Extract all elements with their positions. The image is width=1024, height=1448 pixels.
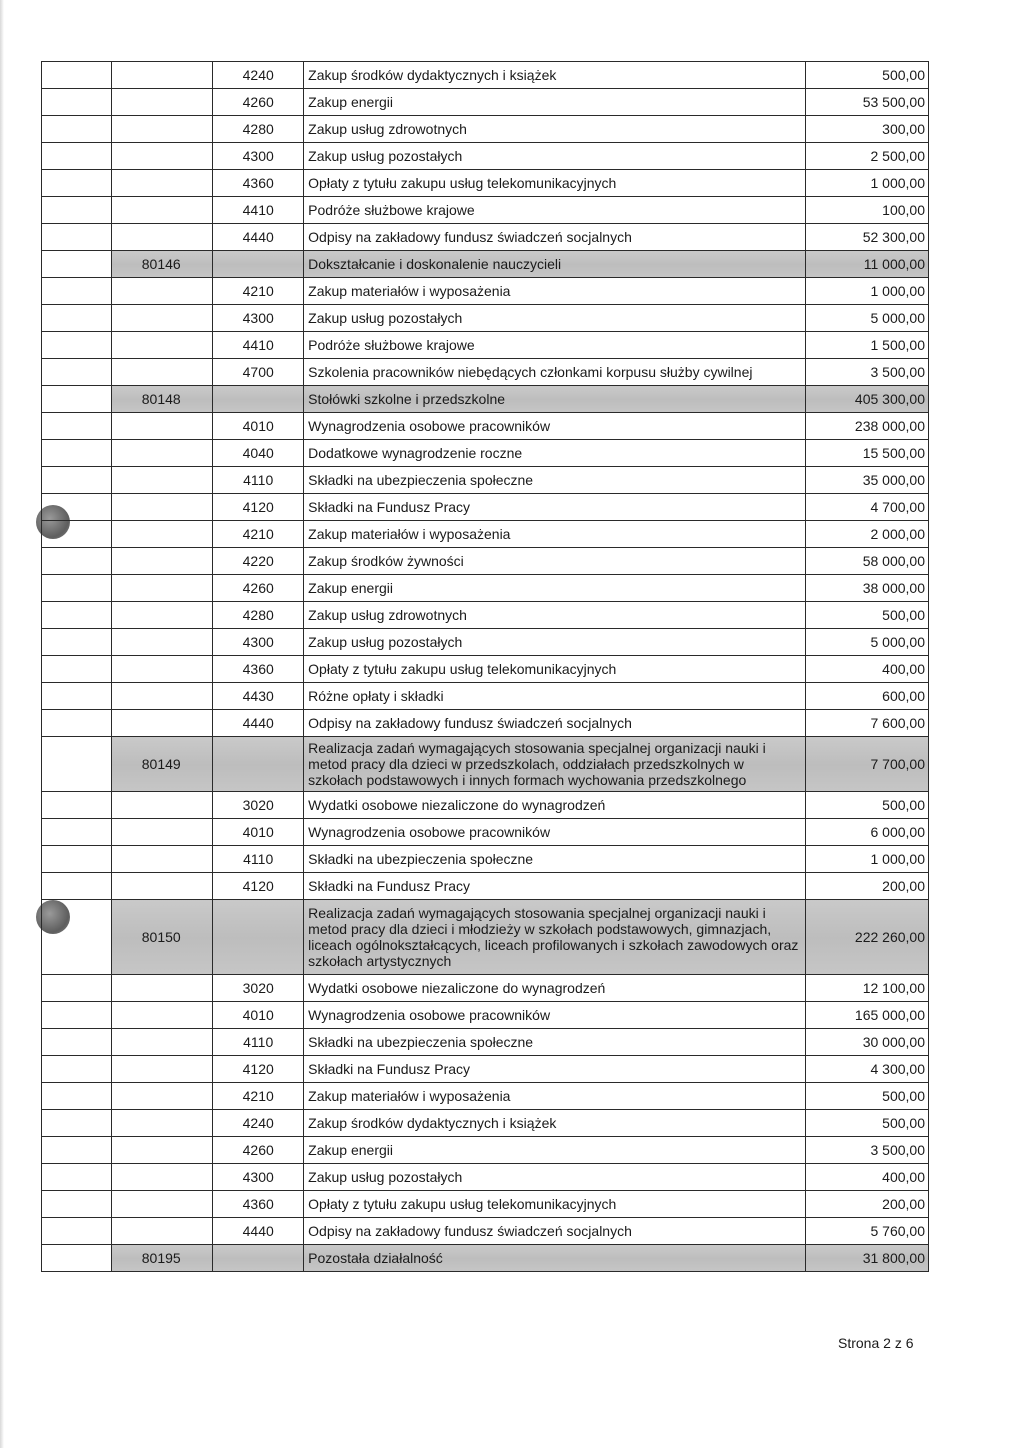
cell-kwota: 500,00	[806, 1083, 929, 1110]
cell-paragraf: 4260	[213, 1137, 304, 1164]
cell-rozdzial	[111, 819, 212, 846]
budget-table-body	[42, 62, 929, 1272]
table-row	[42, 359, 929, 386]
cell-kwota: 53 500,00	[806, 89, 929, 116]
table-row	[42, 975, 929, 1002]
cell-opis: Zakup materiałów i wyposażenia	[304, 521, 806, 548]
cell-paragraf: 4360	[213, 656, 304, 683]
subchapter-row	[42, 386, 929, 413]
cell-dzial	[42, 873, 112, 900]
cell-paragraf: 4300	[213, 305, 304, 332]
cell-rozdzial	[111, 1110, 212, 1137]
cell-dzial	[42, 116, 112, 143]
cell-kwota: 222 260,00	[806, 900, 929, 975]
cell-rozdzial	[111, 332, 212, 359]
cell-opis: Wynagrodzenia osobowe pracowników	[304, 413, 806, 440]
cell-kwota: 200,00	[806, 873, 929, 900]
cell-kwota: 5 000,00	[806, 305, 929, 332]
cell-paragraf: 4410	[213, 332, 304, 359]
cell-opis: Zakup energii	[304, 1137, 806, 1164]
cell-rozdzial	[111, 413, 212, 440]
cell-dzial	[42, 143, 112, 170]
cell-kwota: 400,00	[806, 1164, 929, 1191]
cell-rozdzial	[111, 1083, 212, 1110]
cell-dzial	[42, 413, 112, 440]
cell-kwota: 3 500,00	[806, 359, 929, 386]
table-row	[42, 440, 929, 467]
table-row	[42, 170, 929, 197]
cell-kwota: 15 500,00	[806, 440, 929, 467]
cell-kwota: 3 500,00	[806, 1137, 929, 1164]
cell-opis: Zakup usług pozostałych	[304, 629, 806, 656]
cell-paragraf: 4360	[213, 170, 304, 197]
cell-rozdzial	[111, 1218, 212, 1245]
budget-table	[41, 61, 929, 1272]
cell-dzial	[42, 197, 112, 224]
cell-opis: Składki na Fundusz Pracy	[304, 873, 806, 900]
subchapter-row	[42, 900, 929, 975]
cell-rozdzial	[111, 710, 212, 737]
cell-kwota: 31 800,00	[806, 1245, 929, 1272]
cell-kwota: 500,00	[806, 62, 929, 89]
table-row	[42, 846, 929, 873]
cell-opis: Różne opłaty i składki	[304, 683, 806, 710]
cell-opis: Dokształcanie i doskonalenie nauczycieli	[304, 251, 806, 278]
table-row	[42, 1029, 929, 1056]
cell-opis: Składki na Fundusz Pracy	[304, 1056, 806, 1083]
cell-rozdzial	[111, 89, 212, 116]
cell-paragraf: 4210	[213, 278, 304, 305]
cell-opis: Zakup materiałów i wyposażenia	[304, 1083, 806, 1110]
table-row	[42, 494, 929, 521]
cell-rozdzial	[111, 143, 212, 170]
cell-opis: Składki na ubezpieczenia społeczne	[304, 846, 806, 873]
cell-dzial	[42, 1137, 112, 1164]
cell-rozdzial	[111, 116, 212, 143]
table-row	[42, 1002, 929, 1029]
cell-paragraf: 4120	[213, 1056, 304, 1083]
cell-paragraf: 4440	[213, 710, 304, 737]
subchapter-row	[42, 251, 929, 278]
cell-rozdzial	[111, 1002, 212, 1029]
cell-rozdzial	[111, 494, 212, 521]
cell-dzial	[42, 792, 112, 819]
cell-dzial	[42, 819, 112, 846]
cell-paragraf	[213, 386, 304, 413]
cell-paragraf: 4240	[213, 1110, 304, 1137]
cell-rozdzial	[111, 278, 212, 305]
table-row	[42, 89, 929, 116]
cell-opis: Wydatki osobowe niezaliczone do wynagrodzeń	[304, 792, 806, 819]
table-row	[42, 710, 929, 737]
cell-dzial	[42, 494, 112, 521]
cell-kwota: 4 700,00	[806, 494, 929, 521]
cell-dzial	[42, 1245, 112, 1272]
cell-paragraf: 4040	[213, 440, 304, 467]
table-row	[42, 116, 929, 143]
cell-rozdzial	[111, 548, 212, 575]
table-row	[42, 521, 929, 548]
cell-paragraf: 4010	[213, 413, 304, 440]
cell-rozdzial: 80148	[111, 386, 212, 413]
cell-dzial	[42, 332, 112, 359]
table-row	[42, 278, 929, 305]
cell-kwota: 52 300,00	[806, 224, 929, 251]
cell-opis: Realizacja zadań wymagających stosowania specjalnej organizacji nauki i metod pracy dla dzieci w przedszkolach, oddziałach przedszkolnych w szkołach podstawowych i innych formach wychowania przedszkolnego	[304, 737, 806, 792]
cell-opis: Zakup usług pozostałych	[304, 305, 806, 332]
cell-opis: Składki na ubezpieczenia społeczne	[304, 467, 806, 494]
cell-paragraf: 4220	[213, 548, 304, 575]
cell-opis: Odpisy na zakładowy fundusz świadczeń socjalnych	[304, 710, 806, 737]
cell-dzial	[42, 62, 112, 89]
cell-dzial	[42, 89, 112, 116]
cell-kwota: 1 000,00	[806, 846, 929, 873]
cell-opis: Składki na ubezpieczenia społeczne	[304, 1029, 806, 1056]
table-row	[42, 1056, 929, 1083]
cell-dzial	[42, 846, 112, 873]
table-row	[42, 143, 929, 170]
cell-opis: Zakup środków dydaktycznych i książek	[304, 62, 806, 89]
table-row	[42, 1191, 929, 1218]
cell-dzial	[42, 440, 112, 467]
table-row	[42, 819, 929, 846]
table-row	[42, 629, 929, 656]
cell-kwota: 200,00	[806, 1191, 929, 1218]
cell-dzial	[42, 521, 112, 548]
cell-opis: Szkolenia pracowników niebędących członkami korpusu służby cywilnej	[304, 359, 806, 386]
cell-paragraf: 4010	[213, 1002, 304, 1029]
table-row	[42, 62, 929, 89]
table-row	[42, 1137, 929, 1164]
cell-opis: Wynagrodzenia osobowe pracowników	[304, 1002, 806, 1029]
cell-rozdzial	[111, 1029, 212, 1056]
cell-kwota: 35 000,00	[806, 467, 929, 494]
cell-rozdzial	[111, 170, 212, 197]
cell-opis: Zakup energii	[304, 575, 806, 602]
cell-paragraf: 4010	[213, 819, 304, 846]
cell-kwota: 4 300,00	[806, 1056, 929, 1083]
cell-kwota: 5 000,00	[806, 629, 929, 656]
cell-dzial	[42, 1110, 112, 1137]
table-row	[42, 467, 929, 494]
table-row	[42, 575, 929, 602]
cell-paragraf: 4360	[213, 1191, 304, 1218]
table-row	[42, 873, 929, 900]
cell-rozdzial	[111, 1191, 212, 1218]
table-row	[42, 792, 929, 819]
cell-opis: Opłaty z tytułu zakupu usług telekomunikacyjnych	[304, 1191, 806, 1218]
cell-dzial	[42, 1164, 112, 1191]
cell-kwota: 400,00	[806, 656, 929, 683]
cell-dzial	[42, 683, 112, 710]
cell-kwota: 500,00	[806, 792, 929, 819]
cell-opis: Opłaty z tytułu zakupu usług telekomunikacyjnych	[304, 656, 806, 683]
cell-dzial	[42, 251, 112, 278]
cell-kwota: 58 000,00	[806, 548, 929, 575]
cell-dzial	[42, 737, 112, 792]
cell-rozdzial	[111, 975, 212, 1002]
cell-paragraf: 4440	[213, 224, 304, 251]
table-row	[42, 224, 929, 251]
cell-rozdzial: 80195	[111, 1245, 212, 1272]
cell-paragraf: 3020	[213, 975, 304, 1002]
cell-kwota: 165 000,00	[806, 1002, 929, 1029]
cell-opis: Zakup energii	[304, 89, 806, 116]
subchapter-row	[42, 737, 929, 792]
cell-kwota: 12 100,00	[806, 975, 929, 1002]
cell-kwota: 500,00	[806, 602, 929, 629]
table-row	[42, 1110, 929, 1137]
table-row	[42, 413, 929, 440]
cell-rozdzial	[111, 683, 212, 710]
cell-rozdzial	[111, 467, 212, 494]
cell-dzial	[42, 359, 112, 386]
cell-dzial	[42, 386, 112, 413]
cell-paragraf: 4210	[213, 521, 304, 548]
cell-opis: Wydatki osobowe niezaliczone do wynagrodzeń	[304, 975, 806, 1002]
cell-dzial	[42, 224, 112, 251]
subchapter-row	[42, 1245, 929, 1272]
cell-kwota: 1 000,00	[806, 278, 929, 305]
cell-kwota: 6 000,00	[806, 819, 929, 846]
table-row	[42, 197, 929, 224]
cell-paragraf: 4240	[213, 62, 304, 89]
cell-paragraf: 4280	[213, 602, 304, 629]
cell-kwota: 11 000,00	[806, 251, 929, 278]
cell-kwota: 7 600,00	[806, 710, 929, 737]
cell-opis: Dodatkowe wynagrodzenie roczne	[304, 440, 806, 467]
cell-dzial	[42, 575, 112, 602]
cell-opis: Zakup środków dydaktycznych i książek	[304, 1110, 806, 1137]
cell-dzial	[42, 278, 112, 305]
cell-kwota: 7 700,00	[806, 737, 929, 792]
cell-kwota: 100,00	[806, 197, 929, 224]
cell-opis: Zakup usług pozostałych	[304, 143, 806, 170]
cell-dzial	[42, 548, 112, 575]
cell-dzial	[42, 1029, 112, 1056]
cell-rozdzial	[111, 305, 212, 332]
cell-rozdzial	[111, 873, 212, 900]
cell-dzial	[42, 710, 112, 737]
cell-paragraf: 4410	[213, 197, 304, 224]
table-row	[42, 1218, 929, 1245]
cell-rozdzial	[111, 575, 212, 602]
cell-opis: Opłaty z tytułu zakupu usług telekomunikacyjnych	[304, 170, 806, 197]
cell-dzial	[42, 975, 112, 1002]
cell-kwota: 500,00	[806, 1110, 929, 1137]
cell-paragraf	[213, 251, 304, 278]
cell-kwota: 300,00	[806, 116, 929, 143]
cell-rozdzial	[111, 1137, 212, 1164]
cell-rozdzial: 80150	[111, 900, 212, 975]
cell-paragraf	[213, 737, 304, 792]
cell-dzial	[42, 1083, 112, 1110]
cell-rozdzial	[111, 656, 212, 683]
cell-rozdzial	[111, 62, 212, 89]
cell-dzial	[42, 629, 112, 656]
cell-rozdzial	[111, 521, 212, 548]
table-row	[42, 332, 929, 359]
cell-dzial	[42, 1191, 112, 1218]
cell-kwota: 405 300,00	[806, 386, 929, 413]
cell-rozdzial	[111, 602, 212, 629]
cell-kwota: 2 500,00	[806, 143, 929, 170]
page-number: Strona 2 z 6	[838, 1335, 914, 1351]
cell-opis: Zakup materiałów i wyposażenia	[304, 278, 806, 305]
cell-paragraf: 4110	[213, 1029, 304, 1056]
cell-kwota: 30 000,00	[806, 1029, 929, 1056]
cell-paragraf: 4110	[213, 467, 304, 494]
cell-kwota: 600,00	[806, 683, 929, 710]
cell-opis: Zakup środków żywności	[304, 548, 806, 575]
cell-dzial	[42, 1056, 112, 1083]
cell-paragraf: 4260	[213, 575, 304, 602]
cell-opis: Stołówki szkolne i przedszkolne	[304, 386, 806, 413]
cell-dzial	[42, 170, 112, 197]
cell-opis: Odpisy na zakładowy fundusz świadczeń socjalnych	[304, 1218, 806, 1245]
cell-opis: Wynagrodzenia osobowe pracowników	[304, 819, 806, 846]
cell-paragraf: 4210	[213, 1083, 304, 1110]
cell-opis: Pozostała działalność	[304, 1245, 806, 1272]
table-row	[42, 656, 929, 683]
cell-dzial	[42, 305, 112, 332]
cell-rozdzial	[111, 846, 212, 873]
cell-paragraf: 4700	[213, 359, 304, 386]
cell-opis: Realizacja zadań wymagających stosowania specjalnej organizacji nauki i metod pracy dla dzieci i młodzieży w szkołach podstawowych, gimnazjach, liceach ogólnokształcących, liceach profilowanych i szkołach zawodowych oraz szkołach artystycznych	[304, 900, 806, 975]
cell-dzial	[42, 656, 112, 683]
cell-paragraf	[213, 900, 304, 975]
table-row	[42, 1164, 929, 1191]
cell-dzial	[42, 900, 112, 975]
cell-paragraf: 4110	[213, 846, 304, 873]
cell-rozdzial	[111, 1164, 212, 1191]
cell-kwota: 238 000,00	[806, 413, 929, 440]
cell-dzial	[42, 602, 112, 629]
cell-rozdzial	[111, 792, 212, 819]
table-row	[42, 1083, 929, 1110]
cell-paragraf: 4430	[213, 683, 304, 710]
cell-paragraf: 4300	[213, 1164, 304, 1191]
cell-opis: Składki na Fundusz Pracy	[304, 494, 806, 521]
cell-rozdzial	[111, 359, 212, 386]
cell-opis: Zakup usług zdrowotnych	[304, 116, 806, 143]
cell-paragraf: 4120	[213, 873, 304, 900]
cell-paragraf: 4300	[213, 629, 304, 656]
cell-paragraf: 4440	[213, 1218, 304, 1245]
cell-kwota: 1 000,00	[806, 170, 929, 197]
cell-opis: Zakup usług zdrowotnych	[304, 602, 806, 629]
cell-paragraf: 4300	[213, 143, 304, 170]
cell-paragraf	[213, 1245, 304, 1272]
cell-dzial	[42, 1002, 112, 1029]
cell-rozdzial	[111, 1056, 212, 1083]
cell-paragraf: 4120	[213, 494, 304, 521]
cell-opis: Odpisy na zakładowy fundusz świadczeń socjalnych	[304, 224, 806, 251]
cell-rozdzial	[111, 224, 212, 251]
cell-paragraf: 4280	[213, 116, 304, 143]
table-row	[42, 602, 929, 629]
cell-paragraf: 3020	[213, 792, 304, 819]
cell-dzial	[42, 1218, 112, 1245]
cell-paragraf: 4260	[213, 89, 304, 116]
cell-kwota: 1 500,00	[806, 332, 929, 359]
table-row	[42, 683, 929, 710]
cell-rozdzial	[111, 197, 212, 224]
page-edge-shadow	[0, 0, 4, 1448]
cell-opis: Zakup usług pozostałych	[304, 1164, 806, 1191]
table-row	[42, 305, 929, 332]
cell-rozdzial: 80149	[111, 737, 212, 792]
cell-rozdzial	[111, 440, 212, 467]
table-row	[42, 548, 929, 575]
cell-opis: Podróże służbowe krajowe	[304, 332, 806, 359]
cell-kwota: 5 760,00	[806, 1218, 929, 1245]
cell-kwota: 38 000,00	[806, 575, 929, 602]
cell-rozdzial: 80146	[111, 251, 212, 278]
cell-kwota: 2 000,00	[806, 521, 929, 548]
cell-opis: Podróże służbowe krajowe	[304, 197, 806, 224]
cell-rozdzial	[111, 629, 212, 656]
cell-dzial	[42, 467, 112, 494]
